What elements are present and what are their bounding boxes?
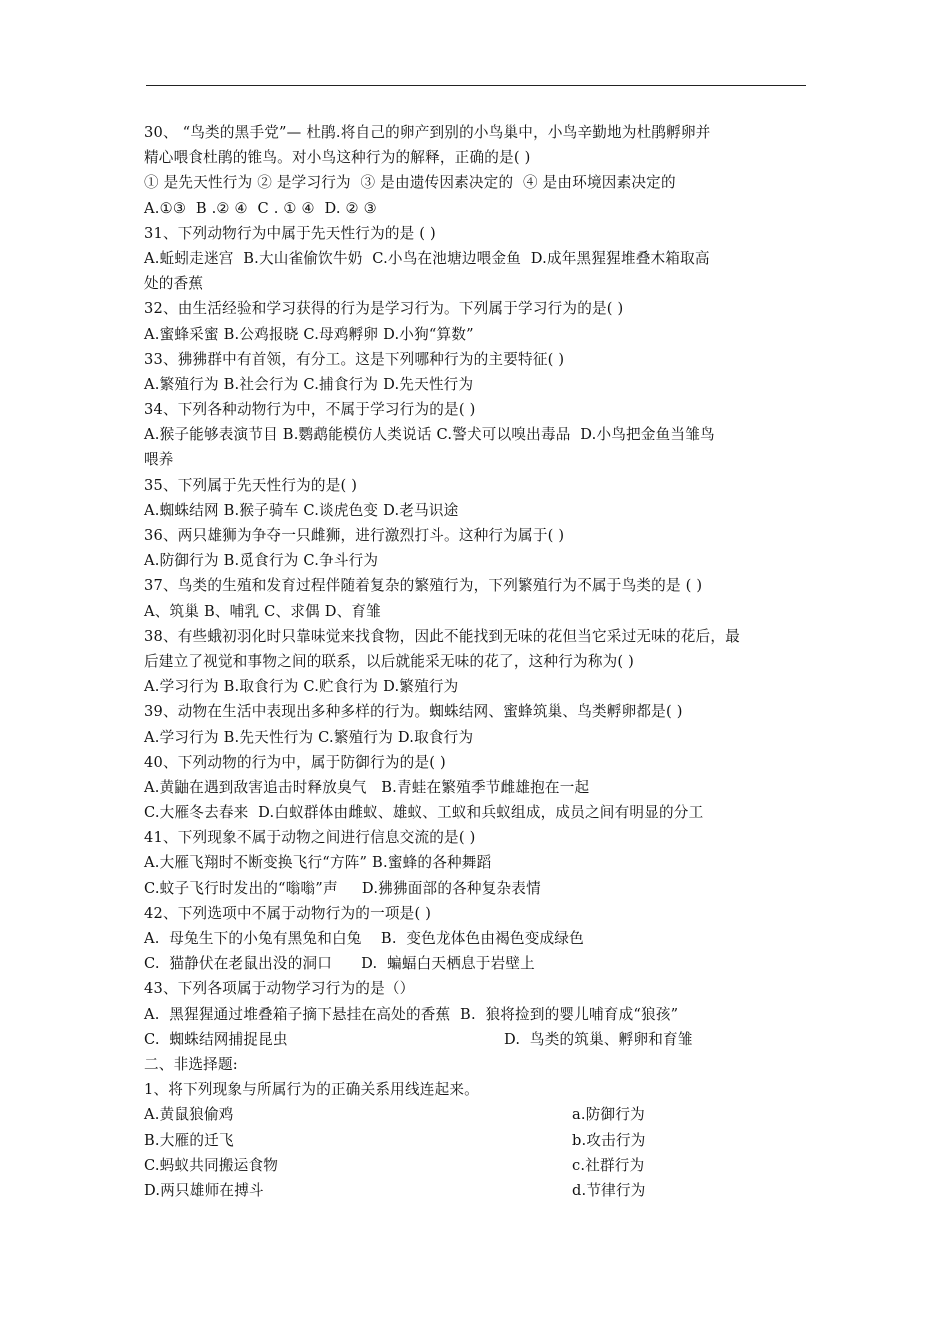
text-line: 39、动物在生活中表现出多种多样的行为。蜘蛛结网、蜜蜂筑巢、鸟类孵卵都是( ) (144, 703, 683, 721)
text-line: A.蜘蛛结网 B.猴子骑车 C.谈虎色变 D.老马识途 (144, 501, 459, 519)
matching-phenomenon: C.蚂蚁共同搬运食物 (144, 1156, 279, 1174)
text-line: A.①③ B .② ④ C . ① ④ D. ② ③ (144, 199, 377, 217)
text-line: A.大雁飞翔时不断变换飞行“方阵” B.蜜蜂的各种舞蹈 (144, 854, 492, 872)
text-line: A.黄鼬在遇到敌害追击时释放臭气 B.青蛙在繁殖季节雌雄抱在一起 (144, 778, 590, 796)
matching-phenomenon: A.黄鼠狼偷鸡 (144, 1106, 234, 1124)
text-line: 32、由生活经验和学习获得的行为是学习行为。下列属于学习行为的是( ) (144, 300, 624, 318)
matching-behavior: a.防御行为 (572, 1106, 645, 1124)
text-line: A. 母兔生下的小兔有黑兔和白兔 B. 变色龙体色由褐色变成绿色 (144, 930, 584, 947)
text-line: 41、下列现象不属于动物之间进行信息交流的是( ) (144, 829, 476, 847)
question-content (144, 120, 812, 1203)
text-line: 后建立了视觉和事物之间的联系，以后就能采无味的花了，这种行为称为( ) (144, 652, 635, 670)
text-line: A.学习行为 B.取食行为 C.贮食行为 D.繁殖行为 (144, 678, 459, 696)
text-line: A、筑巢 B、哺乳 C、求偶 D、育雏 (144, 602, 381, 620)
text-line: A.学习行为 B.先天性行为 C.繁殖行为 D.取食行为 (144, 728, 474, 746)
text-line: 43、下列各项属于动物学习行为的是（） (144, 980, 415, 998)
text-line: 精心喂食杜鹃的锥鸟。对小鸟这种行为的解释，正确的是( ) (144, 149, 531, 167)
text-line: C.蚊子飞行时发出的“嗡嗡”声 D.狒狒面部的各种复杂表情 (144, 879, 541, 897)
text-line: 30、 “鸟类的黑手党”— 杜鹃.将自己的卵产到别的小鸟巢中，小鸟辛勤地为杜鹃孵卵并 (144, 124, 711, 141)
text-line: C. 猫静伏在老鼠出没的洞口 D. 蝙蝠白天栖息于岩壁上 (144, 955, 535, 973)
text-line: A.蜜蜂采蜜 B.公鸡报晓 C.母鸡孵卵 D.小狗“算数” (144, 325, 474, 343)
matching-behavior: c.社群行为 (572, 1156, 645, 1174)
text-line: 37、鸟类的生殖和发育过程伴随着复杂的繁殖行为，下列繁殖行为不属于鸟类的是 ( ) (144, 577, 703, 595)
text-line: 1、将下列现象与所属行为的正确关系用线连起来。 (144, 1081, 479, 1099)
text-line: 42、下列选项中不属于动物行为的一项是( ) (144, 904, 432, 922)
options-row (144, 1027, 812, 1052)
option-left: C. 蜘蛛结网捕捉昆虫 (144, 1030, 288, 1048)
matching-row (144, 1102, 812, 1127)
text-line: A. 黑猩猩通过堆叠箱子摘下悬挂在高处的香蕉 B. 狼将捡到的婴儿哺育成“狼孩” (144, 1005, 679, 1023)
text-line: A.蚯蚓走迷宫 B.大山雀偷饮牛奶 C.小鸟在池塘边喂金鱼 D.成年黑猩猩堆叠木箱取高 (144, 249, 710, 267)
matching-behavior: b.攻击行为 (572, 1131, 646, 1149)
text-line: 31、下列动物行为中属于先天性行为的是 ( ) (144, 224, 436, 242)
text-line: 处的香蕉 (144, 275, 204, 293)
matching-row (144, 1128, 812, 1153)
matching-phenomenon: B.大雁的迁飞 (144, 1131, 234, 1149)
matching-behavior: d.节律行为 (572, 1181, 646, 1199)
text-line: A.猴子能够表演节目 B.鹦鹉能模仿人类说话 C.警犬可以嗅出毒品 D.小鸟把金鱼当雏鸟 (144, 426, 715, 444)
text-line: ① 是先天性行为 ② 是学习行为 ③ 是由遗传因素决定的 ④ 是由环境因素决定的 (144, 174, 676, 192)
text-line: A.繁殖行为 B.社会行为 C.捕食行为 D.先天性行为 (144, 375, 474, 393)
matching-row (144, 1153, 812, 1178)
option-right: D. 鸟类的筑巢、孵卵和育雏 (504, 1030, 693, 1048)
text-line: A.防御行为 B.觅食行为 C.争斗行为 (144, 552, 379, 570)
text-line: 33、狒狒群中有首领，有分工。这是下列哪种行为的主要特征( ) (144, 350, 565, 368)
text-line: 34、下列各种动物行为中，不属于学习行为的是( ) (144, 401, 476, 419)
text-line: C.大雁冬去春来 D.白蚁群体由雌蚁、雄蚁、工蚁和兵蚁组成，成员之间有明显的分工 (144, 804, 704, 822)
text-line: 喂养 (144, 451, 174, 469)
text-line: 38、有些蛾初羽化时只靠味觉来找食物，因此不能找到无味的花但当它采过无味的花后，最 (144, 627, 740, 645)
section-title: 二、非选择题: (144, 1055, 238, 1073)
matching-row (144, 1178, 812, 1203)
header-rule (146, 85, 806, 86)
matching-phenomenon: D.两只雄师在搏斗 (144, 1181, 264, 1199)
text-line: 40、下列动物的行为中，属于防御行为的是( ) (144, 753, 446, 771)
text-line: 35、下列属于先天性行为的是( ) (144, 476, 358, 494)
text-line: 36、两只雄狮为争夺一只雌狮，进行激烈打斗。这种行为属于( ) (144, 527, 565, 544)
